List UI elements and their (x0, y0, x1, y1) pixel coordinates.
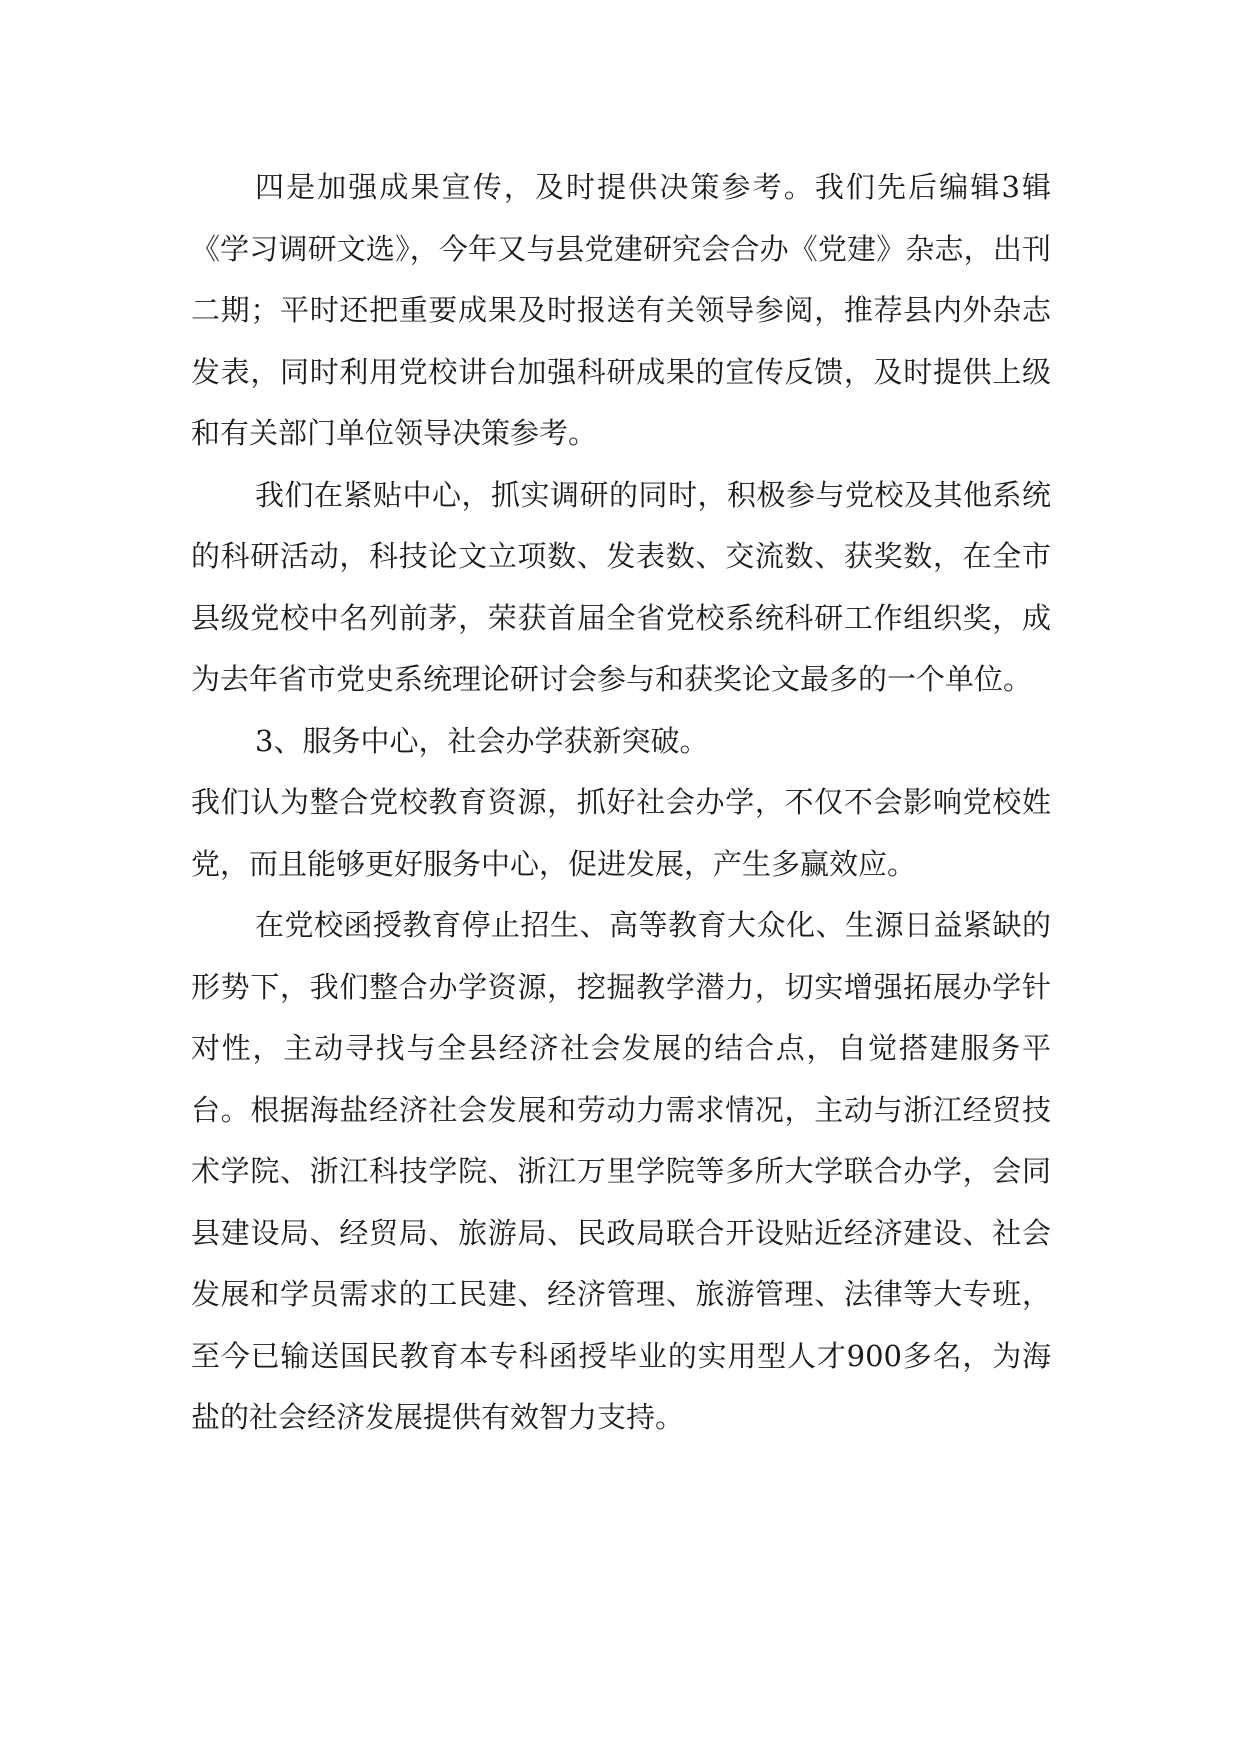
paragraph-publicity: 四是加强成果宣传，及时提供决策参考。我们先后编辑3辑《学习调研文选》，今年又与县党建研究会合办《党建》杂志，出刊二期；平时还把重要成果及时报送有关领导参阅，推荐县内外杂志发表，同时利用党校讲台加强科研成果的宣传反馈，及时提供上级和有关部门单位领导决策参考。 (191, 170, 1051, 450)
paragraph-resource-integration: 我们认为整合党校教育资源，抓好社会办学，不仅不会影响党校姓党，而且能够更好服务中心，促进发展，产生多赢效应。 (191, 785, 1051, 881)
section-heading-service-center: 3、服务中心，社会办学获新突破。 (255, 723, 709, 758)
paragraph-joint-education: 在党校函授教育停止招生、高等教育大众化、生源日益紧缺的形势下，我们整合办学资源，挖掘教学潜力，切实增强拓展办学针对性，主动寻找与全县经济社会发展的结合点，自觉搭建服务平台。根据海盐经济社会发展和劳动力需求情况，主动与浙江经贸技术学院、浙江科技学院、浙江万里学院等多所大学联合办学，会同县建设局、经贸局、旅游局、民政局联合开设贴近经济建设、社会发展和学员需求的工民建、经济管理、旅游管理、法律等大专班，至今已输送国民教育本专科函授毕业的实用型人才900多名，为海盐的社会经济发展提供有效智力支持。 (191, 908, 1051, 1434)
document-body (191, 157, 1051, 1449)
paragraph-research-activities: 我们在紧贴中心，抓实调研的同时，积极参与党校及其他系统的科研活动，科技论文立项数、发表数、交流数、获奖数，在全市县级党校中名列前茅，荣获首届全省党校系统科研工作组织奖，成为去年省市党史系统理论研讨会参与和获奖论文最多的一个单位。 (191, 477, 1051, 696)
